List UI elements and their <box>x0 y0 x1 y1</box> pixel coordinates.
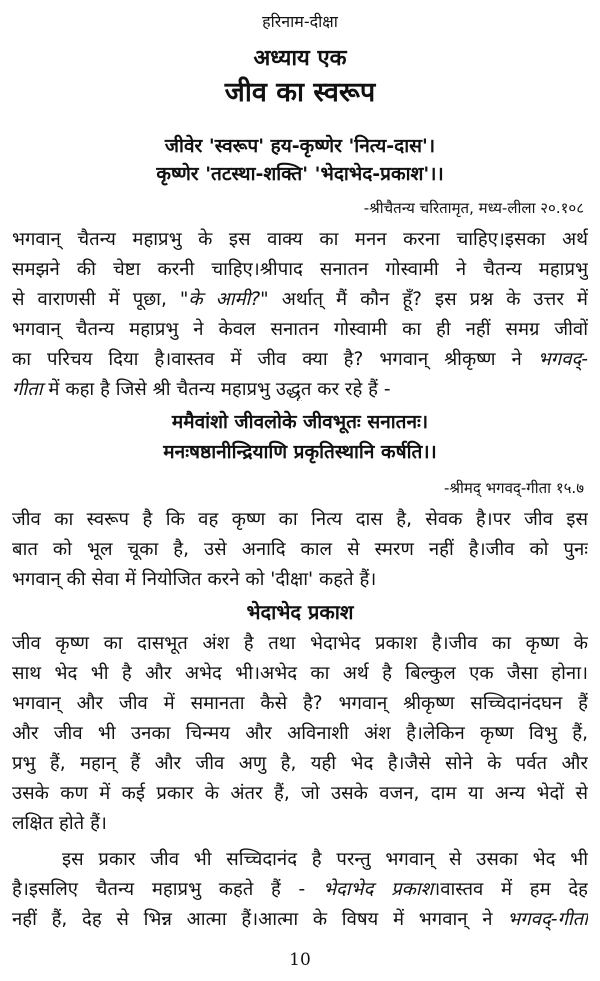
paragraph1-line: गीता में कहा है जिसे श्री चैतन्य महाप्रभु उद्धृत कर रहे हैं - <box>12 379 391 400</box>
verse1-line-2: कृष्णेर 'तटस्था-शक्ति' 'भेदाभेद-प्रकाश'।। <box>156 163 444 185</box>
paragraph3-line: और जीव भी उनका चिन्मय और अविनाशी अंश है।लेकिन कृष्ण विभु हैं, <box>12 723 588 744</box>
chapter-title: जीव का स्वरूप <box>224 77 376 108</box>
paragraph1-line: भगवान् चैतन्य महाप्रभु ने केवल सनातन गोस्वामी का ही नहीं समग्र जीवों <box>12 319 588 340</box>
paragraph2-line: भगवान् की सेवा में नियोजित करने को 'दीक्षा' कहते हैं। <box>12 569 377 590</box>
section-heading: भेदाभेद प्रकाश <box>246 600 354 624</box>
paragraph3-line: लक्षित होते हैं। <box>12 813 107 834</box>
paragraph2-line: जीव का स्वरूप है कि वह कृष्ण का नित्य दास है, सेवक है।पर जीव इस <box>12 509 588 530</box>
paragraph4-line: इस प्रकार जीव भी सच्चिदानंद है परन्तु भगवान् से उसका भेद भी <box>62 849 588 870</box>
paragraph3-line: प्रभु हैं, महान् हैं और जीव अणु है, यही भेद है।जैसे सोने के पर्वत और <box>12 753 588 774</box>
paragraph1-line: समझने की चेष्टा करनी चाहिए।श्रीपाद सनातन गोस्वामी ने चैतन्य महाप्रभु <box>12 259 588 280</box>
paragraph4-line: नहीं हैं, देह से भिन्न आत्मा हैं।आत्मा के विषय में भगवान् ने भगवद्-गीता <box>12 909 588 930</box>
paragraph1-line: भगवान् चैतन्य महाप्रभु के इस वाक्य का मनन करना चाहिए।इसका अर्थ <box>12 229 588 250</box>
paragraph2-line: बात को भूल चूका है, उसे अनादि काल से स्मरण नहीं है।जीव को पुनः <box>12 539 588 560</box>
paragraph3-line: साथ भेद भी है और अभेद भी।अभेद का अर्थ है बिल्कुल एक जैसा होना। <box>12 663 588 684</box>
verse1-source: -श्रीचैतन्य चरितामृत, मध्य-लीला २०.१०८ <box>363 199 584 217</box>
paragraph1-line: से वाराणसी में पूछा, "के आमी?" अर्थात् मैं कौन हूँ? इस प्रश्न के उत्तर में <box>12 289 588 310</box>
running-header: हरिनाम-दीक्षा <box>262 12 338 31</box>
verse2-source: -श्रीमद् भगवद्-गीता १५.७ <box>443 479 584 497</box>
paragraph3-line: जीव कृष्ण का दासभूत अंश है तथा भेदाभेद प्रकाश है।जीव का कृष्ण के <box>12 633 588 654</box>
chapter-label: अध्याय एक <box>253 46 347 71</box>
verse2-line-1: ममैवांशो जीवलोके जीवभूतः सनातनः। <box>171 411 429 433</box>
paragraph4-line: है।इसलिए चैतन्य महाप्रभु कहते हैं - भेदाभेद प्रकाश।वास्तव में हम देह <box>12 879 588 900</box>
verse1-line-1: जीवेर 'स्वरूप' हय-कृष्णेर 'नित्य-दास'। <box>164 135 436 157</box>
page-number: 10 <box>289 950 311 970</box>
paragraph3-line: उसके कण में कई प्रकार के अंतर हैं, जो उसके वजन, दाम या अन्य भेदों से <box>12 783 588 804</box>
paragraph1-line: का परिचय दिया है।वास्तव में जीव क्या है? भगवान् श्रीकृष्ण ने भगवद्- <box>12 349 588 370</box>
verse2-line-2: मनःषष्ठानीन्द्रियाणि प्रकृतिस्थानि कर्षति।। <box>163 441 437 463</box>
paragraph3-line: भगवान् और जीव में समानता कैसे है? भगवान् श्रीकृष्ण सच्चिदानंदघन हैं <box>12 693 588 714</box>
